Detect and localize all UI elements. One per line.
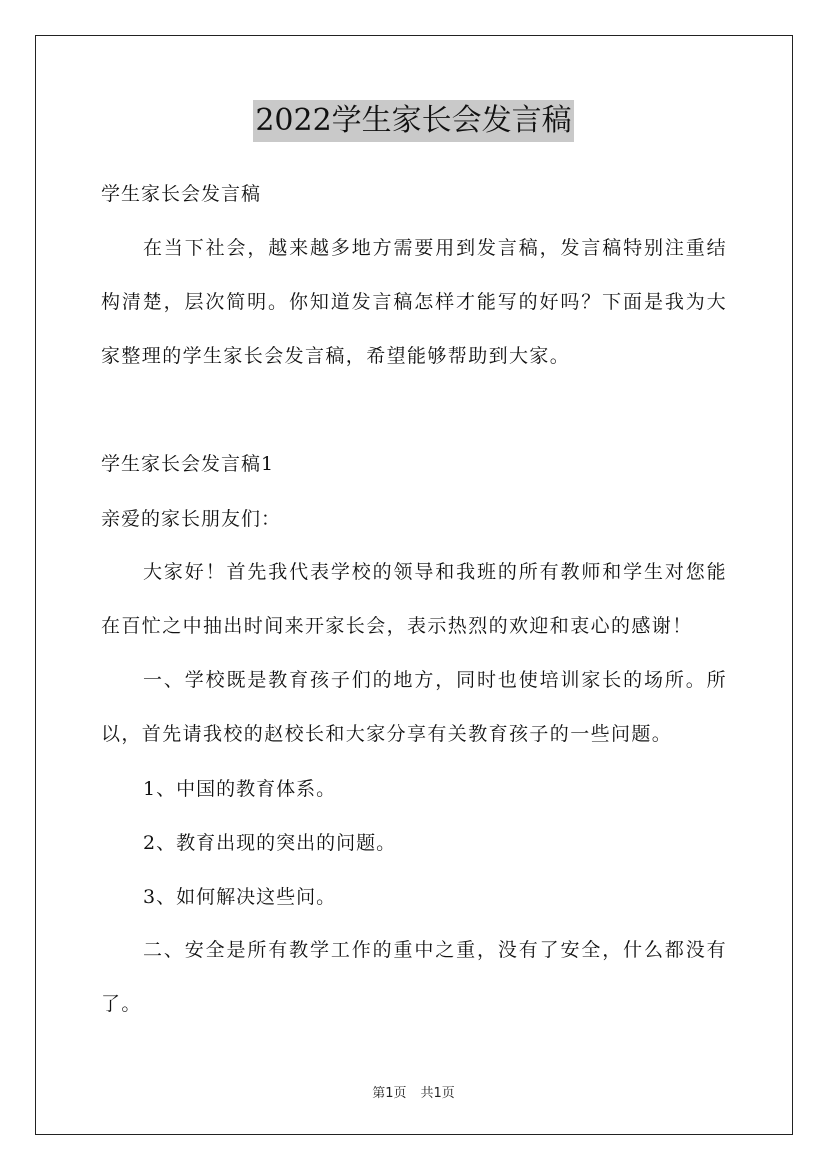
list-item: 2、教育出现的突出的问题。	[143, 832, 397, 854]
greeting-paragraph: 大家好！首先我代表学校的领导和我班的所有教师和学生对您能在百忙之中抽出时间来开家长会，表示热烈的欢迎和衷心的感谢！	[101, 561, 727, 637]
list-item: 3、如何解决这些问。	[143, 886, 337, 908]
list-item: 1、中国的教育体系。	[143, 778, 337, 800]
salutation: 亲爱的家长朋友们：	[101, 508, 282, 530]
page-footer	[0, 1082, 827, 1101]
document-subtitle: 学生家长会发言稿	[101, 183, 262, 205]
document-title: 2022学生家长会发言稿	[253, 100, 573, 142]
section-heading: 学生家长会发言稿1	[101, 453, 275, 475]
paragraph-one: 一、学校既是教育孩子们的地方，同时也使培训家长的场所。所以，首先请我校的赵校长和大家分享有关教育孩子的一些问题。	[101, 669, 727, 745]
document-title-container	[0, 100, 827, 142]
page-number: 第1页	[372, 1086, 407, 1101]
paragraph-two: 二、安全是所有教学工作的重中之重，没有了安全，什么都没有了。	[101, 939, 727, 1015]
page-total: 共1页	[420, 1086, 455, 1101]
intro-paragraph: 在当下社会，越来越多地方需要用到发言稿，发言稿特别注重结构清楚，层次简明。你知道发言稿怎样才能写的好吗？下面是我为大家整理的学生家长会发言稿，希望能够帮助到大家。	[101, 237, 727, 367]
